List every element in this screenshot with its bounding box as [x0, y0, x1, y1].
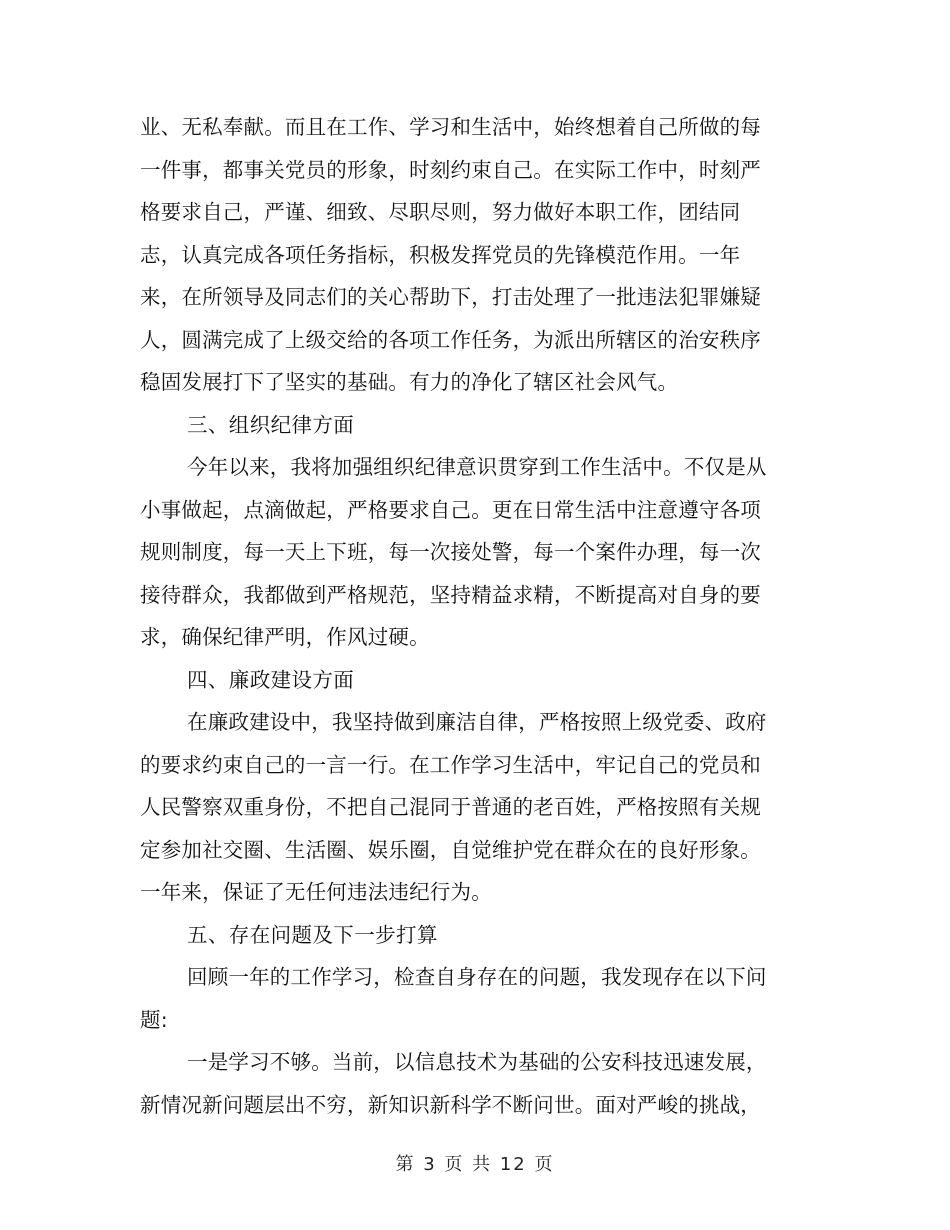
text-line: 今年以来，我将加强组织纪律意识贯穿到工作生活中。不仅是从	[187, 455, 767, 479]
text-line: 的要求约束自己的一言一行。在工作学习生活中，牢记自己的党员和	[140, 752, 761, 777]
text-line: 题:	[140, 1007, 168, 1032]
text-line: 一是学习不够。当前，以信息技术为基础的公安科技迅速发展，	[187, 1050, 767, 1074]
section-heading: 三、组织纪律方面	[187, 412, 355, 437]
text-line: 格要求自己，严谨、细致、尽职尽则，努力做好本职工作，团结同	[140, 200, 741, 224]
text-line: 规则制度，每一天上下班，每一次接处警，每一个案件办理，每一次	[140, 540, 761, 564]
text-line: 志，认真完成各项任务指标，积极发挥党员的先锋模范作用。一年	[140, 242, 741, 267]
text-line: 一件事，都事关党员的形象，时刻约束自己。在实际工作中，时刻严	[140, 157, 761, 182]
text-line: 一年来，保证了无任何违法违纪行为。	[140, 880, 492, 904]
text-line: 人民警察双重身份，不把自己混同于普通的老百姓，严格按照有关规	[140, 795, 761, 819]
text-line: 接待群众，我都做到严格规范，坚持精益求精，不断提高对自身的要	[140, 582, 761, 607]
section-heading: 五、存在问题及下一步打算	[187, 922, 438, 947]
page-number-footer: 第 3 页 共 12 页	[395, 1154, 555, 1175]
text-line: 在廉政建设中，我坚持做到廉洁自律，严格按照上级党委、政府	[187, 710, 767, 734]
text-line: 小事做起，点滴做起，严格要求自己。更在日常生活中注意遵守各项	[140, 497, 761, 522]
text-line: 人，圆满完成了上级交给的各项工作任务，为派出所辖区的治安秩序	[140, 327, 761, 352]
text-line: 新情况新问题层出不穷，新知识新科学不断问世。面对严峻的挑战，	[140, 1092, 761, 1117]
section-heading: 四、廉政建设方面	[187, 667, 355, 692]
text-line: 业、无私奉献。而且在工作、学习和生活中，始终想着自己所做的每	[140, 115, 761, 139]
text-line: 定参加社交圈、生活圈、娱乐圈，自觉维护党在群众在的良好形象。	[140, 837, 761, 862]
text-line: 来，在所领导及同志们的关心帮助下，打击处理了一批违法犯罪嫌疑	[140, 285, 761, 309]
text-line: 回顾一年的工作学习，检查自身存在的问题，我发现存在以下问	[187, 965, 767, 989]
text-line: 稳固发展打下了坚实的基础。有力的净化了辖区社会风气。	[140, 370, 679, 394]
text-line: 求，确保纪律严明，作风过硬。	[140, 625, 430, 649]
body-text	[140, 106, 767, 1126]
